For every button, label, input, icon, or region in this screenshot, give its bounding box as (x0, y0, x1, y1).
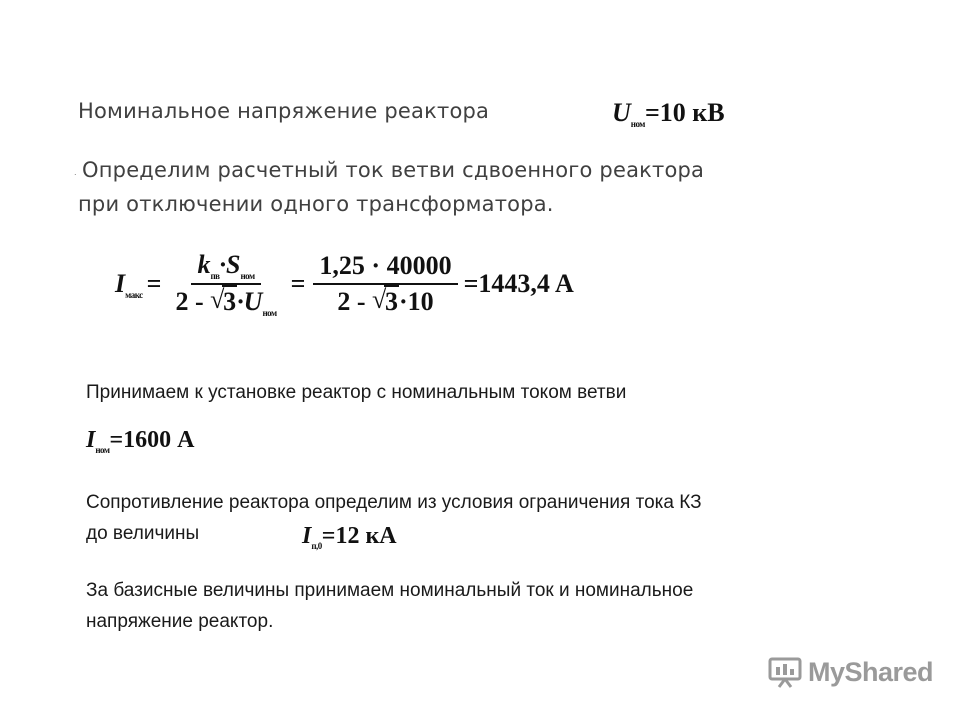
denom-prefix: 2 - (175, 287, 211, 317)
calc-current-heading-line2: при отключении одного трансформатора. (78, 192, 554, 216)
fraction-symbolic (169, 250, 282, 318)
formula-subscript: п,0 (311, 540, 322, 551)
bullet-dot: . (74, 168, 77, 177)
base-values-text-line1: За базисные величины принимаем номинальный ток и номинальное (86, 580, 694, 601)
equals-sign: = (146, 269, 162, 299)
formula-rated-voltage (612, 98, 725, 129)
formula-lhs (115, 269, 143, 300)
numerator (191, 250, 260, 285)
formula-subscript: макс (125, 289, 143, 300)
sqrt-radicand: 3 (223, 287, 237, 317)
numerator: 1,25 · 40000 (313, 251, 457, 285)
power-symbol: ·S (219, 250, 241, 279)
sqrt (210, 287, 237, 317)
accept-reactor-text: Принимаем к установке реактор с номинальным током ветви (86, 382, 627, 403)
power-subscript: ном (240, 271, 255, 282)
formula-result: =1443,4 A (463, 269, 574, 299)
logo-text: MyShared (808, 656, 934, 687)
formula-value: =10 кВ (644, 98, 725, 127)
denom-prefix: 2 - (337, 287, 372, 317)
formula-subscript: ном (95, 444, 110, 455)
sqrt-radicand: 3 (385, 287, 398, 317)
equals-sign: = (290, 269, 306, 299)
reactor-voltage-label: Номинальное напряжение реактора (78, 99, 490, 123)
fraction-numeric (313, 251, 457, 317)
voltage-subscript: ном (262, 308, 277, 319)
formula-max-current (115, 250, 574, 318)
formula-symbol: I (86, 427, 96, 453)
formula-subscript: ном (630, 119, 645, 130)
calc-current-heading-line1: Определим расчетный ток ветви сдвоенного реактора (82, 158, 705, 182)
coef-symbol: k (197, 250, 211, 279)
voltage-symbol: ·U (237, 287, 263, 317)
base-values-text-line2: напряжение реактор. (86, 611, 274, 632)
formula-value: =1600 A (109, 427, 195, 453)
formula-short-circuit-current (302, 523, 397, 551)
coef-subscript: пв (210, 271, 220, 282)
resistance-text-line1: Сопротивление реактора определим из условия ограничения тока КЗ (86, 492, 702, 513)
formula-symbol: U (612, 98, 631, 127)
resistance-text-line2: до величины (86, 523, 200, 544)
formula-rated-current (86, 427, 195, 455)
presentation-board-icon (768, 655, 802, 689)
denominator (331, 285, 439, 317)
denom-suffix: ·10 (399, 287, 434, 317)
sqrt (372, 287, 399, 317)
formula-symbol: I (302, 523, 312, 549)
myshared-logo (768, 655, 933, 689)
formula-symbol: I (115, 268, 126, 298)
denominator (169, 285, 282, 318)
formula-value: =12 кА (321, 523, 397, 549)
